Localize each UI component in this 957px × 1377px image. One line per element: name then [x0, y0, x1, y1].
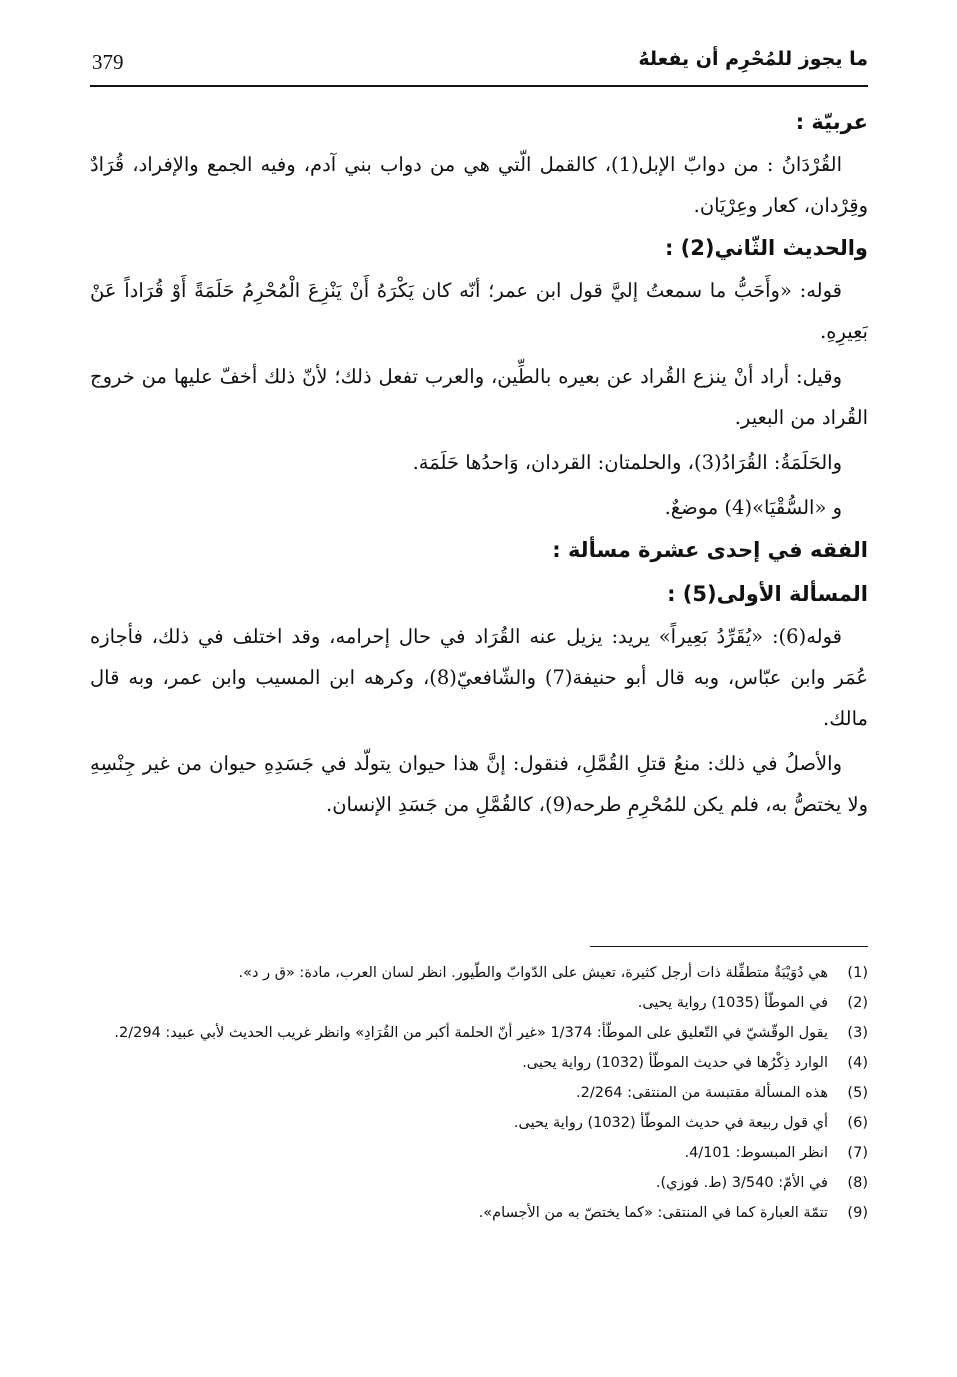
section-heading-second-hadith: والحديث الثّاني(2) :: [664, 236, 868, 260]
running-head-title: ما يجوز للمُحْرِم أن يفعلهُ: [638, 48, 868, 70]
main-text: [90, 100, 868, 825]
paragraph-al-asl: والأصلُ في ذلك: منعُ قتلِ القُمَّلِ، فنقول: إنَّ هذا حيوان يتولّد في جَسَدِهِ حيوان من غير جِنْسِهِ ولا يختصُّ به، فلم يكن للمُحْرِمِ طرحه(9)، كالقُمَّلِ من جَسَدِ الإنسان.: [90, 752, 868, 816]
footnote-number: (3): [847, 1025, 868, 1041]
footnote-number: (7): [847, 1145, 868, 1161]
footnote-number: (8): [847, 1175, 868, 1191]
footnote-number: (9): [847, 1205, 868, 1221]
paragraph-qawluhu-ibn-umar: قوله: «وأَحَبُّ ما سمعتُ إليَّ قول ابن عمر؛ أنّه كان يَكْرَهُ أَنْ يَنْزِعَ الْمُحْرِمُ حَلَمَةً أَوْ قُرَاداً عَنْ بَعِيرِهِ.: [90, 279, 868, 343]
footnote-separator: [590, 946, 868, 947]
footnote-number: (2): [847, 995, 868, 1011]
footnote-text: هي دُوَيْبَةٌ متطفِّلة ذات أرجل كثيرة، تعيش على الدّوابّ والطّيور. انظر لسان العرب، مادة: «ق ر د».: [238, 965, 828, 981]
footnote: [90, 958, 868, 988]
footnote: [90, 988, 868, 1018]
footnote-number: (1): [847, 965, 868, 981]
running-head: [90, 44, 868, 80]
footnote: [90, 1048, 868, 1078]
section-heading-fiqh: الفقه في إحدى عشرة مسألة :: [552, 538, 868, 562]
footnote: [90, 1108, 868, 1138]
footnote-text: الوارد ذِكْرُها في حديث الموطّأ (1032) رواية يحيى.: [522, 1055, 828, 1071]
paragraph-suqya: و «السُّقْيَا»(4) موضعٌ.: [664, 496, 842, 519]
paragraph-wa-qila: وقيل: أراد أنْ ينزع القُراد عن بعيره بالطِّين، والعرب تفعل ذلك؛ لأنّ ذلك أخفّ عليها من خروج القُراد من البعير.: [90, 365, 868, 429]
footnote-text: انظر المبسوط: 4/101.: [684, 1145, 828, 1161]
footnote: [90, 1168, 868, 1198]
section-heading-arabiyya: عربيّة :: [795, 110, 868, 134]
footnote-text: في الموطّأ (1035) رواية يحيى.: [637, 995, 828, 1011]
section-heading-first-issue: المسألة الأولى(5) :: [667, 582, 868, 606]
footnote: [90, 1198, 868, 1228]
page-number: 379: [92, 50, 124, 74]
header-rule: [90, 85, 868, 87]
footnote: [90, 1138, 868, 1168]
paragraph-halama: والحَلَمَةُ: القُرَادُ(3)، والحلمتان: القردان، وَاحدُها حَلَمَة.: [412, 451, 842, 474]
footnote-number: (5): [847, 1085, 868, 1101]
footnote-number: (6): [847, 1115, 868, 1131]
footnote-text: تتمّة العبارة كما في المنتقى: «كما يختصّ به من الأجسام».: [478, 1205, 828, 1221]
paragraph-qurdan: القُرْدَانُ : من دوابّ الإبل(1)، كالقمل الّتي هي من دواب بني آدم، وفيه الجمع والإفراد، قُرَادٌ وقِرْدان، كعار وعِرْيَان.: [90, 153, 868, 217]
footnotes: [90, 958, 868, 1228]
footnote-text: يقول الوقّشيّ في التّعليق على الموطّأ: 1/374 «غير أنّ الحلمة أكبر من القُرَادِ» وانظر غريب الحديث لأبي عبيد: 2/294.: [114, 1025, 828, 1041]
footnote-text: أي قول ربيعة في حديث الموطّأ (1032) رواية يحيى.: [513, 1115, 828, 1131]
footnote: [90, 1018, 868, 1048]
paragraph-yuqarridu: قوله(6): «يُقَرِّدُ بَعِيراً» يريد: يزيل عنه القُرَاد في حال إحرامه، وقد اختلف في ذلك، فأجازه عُمَر وابن عبّاس، وبه قال أبو حنيفة(7) والشّافعيّ(8)، وكرهه ابن المسيب وابن عمر، وبه قال مالك.: [90, 625, 868, 730]
footnote-number: (4): [847, 1055, 868, 1071]
footnote-text: في الأمّ: 3/540 (ط. فوزي).: [655, 1175, 828, 1191]
footnote: [90, 1078, 868, 1108]
footnote-text: هذه المسألة مقتبسة من المنتقى: 2/264.: [576, 1085, 828, 1101]
